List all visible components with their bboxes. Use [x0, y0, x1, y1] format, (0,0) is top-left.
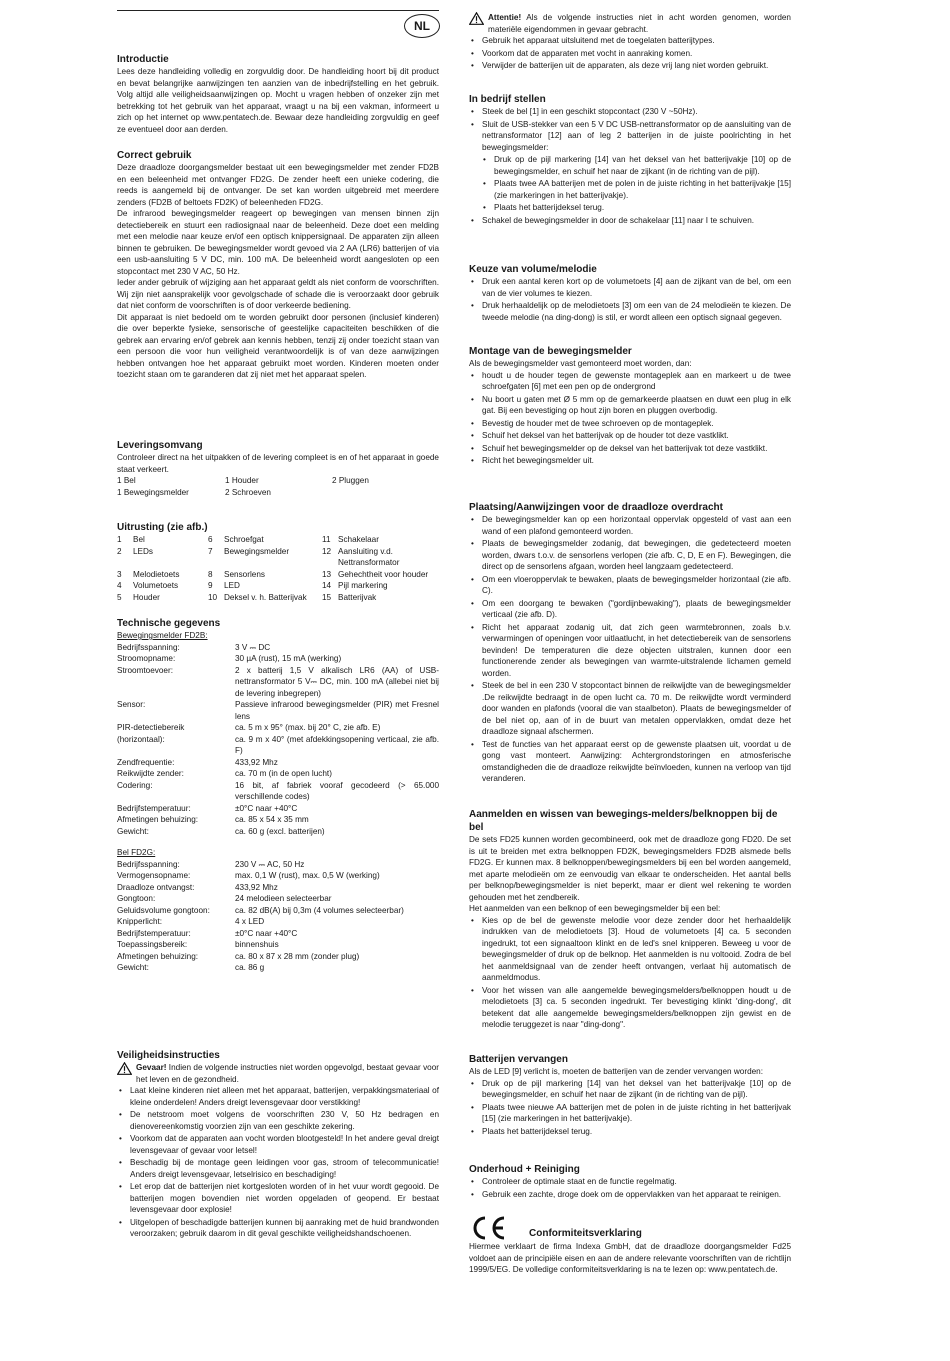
attention-list: [469, 35, 791, 72]
section-introductie: [117, 53, 439, 135]
spec-key: Codering:: [117, 780, 153, 790]
spec-key: Afmetingen behuizing:: [117, 815, 199, 824]
spec-key: Toepassingsbereik:: [117, 940, 188, 949]
spec-key: Afmetingen behuizing:: [117, 951, 199, 961]
section-title: Aanmelden en wissen van bewegings-melders/belknoppen bij de bel: [469, 809, 778, 833]
equipment-label: Schakelaar: [338, 535, 379, 544]
list-item: • Steek de bel in een 230 V stopcontact binnen de reikwijdte van de bewegingsmelder .De reikwijdte bedraagt in de open lucht ca. 70 m. De reikwijdte wordt verminderd door wanden en plafonds (vooral die van staalbeton). Plaats de bewegingsmelder of de bel niet op, aan of in de buurt van metalen oppervlakken, omdat deze het draadloze signaal afschermen.: [469, 680, 791, 738]
danger-warning: [117, 1062, 439, 1085]
paragraph: Als de bewegingsmelder vast gemonteerd moet worden, dan:: [469, 359, 692, 368]
operation-sublist: [469, 154, 791, 214]
paragraph: Lees deze handleiding volledig en zorgvuldig door. De handleiding hoort bij dit product en bevat belangrijke aanwijzingen ten aanzien van de inbedrijfstelling en het gebruik. Volg altijd alle veiligheidsaanwijzingen op. Mocht u vragen hebben of onzeker zijn met betrekking tot het gebruik van het apparaat, vraagt u na bij een vakman, informeert u zich op het internet op www.pentatech.de. Bewaar deze handleiding zorgvuldig en geef ze eventueel door aan derden.: [117, 67, 439, 134]
spec-key: Reikwijdte zender:: [117, 769, 184, 778]
spec-value: ±0°C naar +40°C: [235, 928, 298, 938]
list-item: • Om een vloeroppervlak te bewaken, plaats de bewegingsmelder horizontaal (zie afb. C).: [469, 574, 791, 597]
operation-list-end: [469, 215, 791, 227]
spec-key: Zendfrequentie:: [117, 757, 175, 767]
list-item: • Schuif het deksel van het batterijvak op de houder tot deze vastklikt.: [469, 430, 791, 442]
list-item: • Druk op de pijl markering [14] van het deksel van het batterijvakje [10] op de bewegingsmelder, en schuif het naar de zijkant (in de richting van de pijl).: [469, 154, 791, 177]
delivery-list: [117, 475, 439, 498]
maintenance-list: [469, 1176, 791, 1200]
paragraph: Ieder ander gebruik of wijziging aan het apparaat geldt als niet conform de voorschriften. Wij zijn niet aansprakelijk voor gevolgschade of schade die is veroorzaakt door gebruik dat niet conform de voorschriften is of door verkeerde bediening.: [117, 278, 439, 310]
spec-value: ±0°C naar +40°C: [235, 803, 298, 813]
paragraph: Het aanmelden van een belknop of een bewegingsmelder bij een bel:: [469, 904, 721, 913]
conformity-header: [469, 1215, 791, 1241]
list-item: • Sluit de USB-stekker van een 5 V DC USB-nettransformator op de aansluiting van de nettransformator [12] aan of leg 2 batterijen in de juiste poolrichting in het bewegingsmelder:: [469, 119, 791, 154]
list-item: • Let erop dat de batterijen niet kortgesloten worden of in het vuur wordt gegooid. De batterijen mogen bovendien niet worden opgeladen of geopend. Er bestaat levensgevaar door explosie!: [117, 1181, 439, 1216]
warning-text: Indien de volgende instructies niet worden opgevolgd, bestaat gevaar voor het leven en de gezondheid.: [136, 1063, 439, 1084]
section-attentie: [469, 12, 791, 73]
equipment-label: Bel: [133, 535, 145, 544]
spec-value: 230 V ⎓ AC, 50 Hz: [235, 859, 305, 869]
delivery-item: 2 Schroeven: [225, 487, 271, 497]
register-list: [469, 915, 791, 1031]
subsection-title: Bewegingsmelder FD2B:: [117, 631, 208, 640]
spec-value: ca. 85 x 54 x 35 mm: [235, 815, 309, 824]
section-correct-gebruik: [117, 149, 439, 381]
delivery-item: 1 Houder: [225, 476, 259, 485]
operation-list: [469, 106, 791, 153]
ce-mark-icon: [469, 1215, 509, 1241]
equipment-label: LEDs: [133, 546, 154, 556]
section-in-bedrijf-stellen: [469, 93, 791, 227]
spec-key: Gewicht:: [117, 963, 149, 972]
spec-key: Draadloze ontvangst:: [117, 882, 195, 892]
section-title: Technische gegevens: [117, 618, 221, 629]
spec-value: 4 x LED: [235, 917, 265, 926]
spec-value: 2 x batterij 1,5 V alkalisch LR6 (AA) of USB-nettransformator 5 V⎓ DC, min. 100 mA (allebei niet bij de levering inbegrepen): [235, 665, 439, 698]
spec-value: 16 bit, af fabriek vooraf gecodeerd (> 65.000 verschillende codes): [235, 780, 439, 801]
spec-value: ca. 9 m x 40° (met afdekkingsopening verticaal, zie afb. F): [235, 734, 439, 755]
list-item: • Gebruik een zachte, droge doek om de oppervlakken van het apparaat te reinigen.: [469, 1189, 791, 1201]
spec-value: 24 melodieen selecteerbar: [235, 894, 332, 903]
spec-value: ca. 5 m x 95° (max. bij 20° C, zie afb. E): [235, 723, 381, 732]
spec-key: (horizontaal):: [117, 734, 165, 744]
list-item: • Plaats de bewegingsmelder zodanig, dat bewegingen, die gedetecteerd moeten worden, dwars t.o.v. de sensorlens verlopen (zie afb. C, D, E en F). Bewegingen, die direct op de sensorlens afgaan, worden heel langzaam gedetecteerd.: [469, 538, 791, 573]
list-item: • Controleer de optimale staat en de functie regelmatig.: [469, 1176, 791, 1188]
spec-key: Knipperlicht:: [117, 917, 163, 926]
list-item: • Laat kleine kinderen niet alleen met het apparaat, batterijen, verpakkingsmateriaal of kleine onderdelen! Anders dreigt levensgevaar door verstikking!: [117, 1085, 439, 1108]
list-item: • Druk op de pijl markering [14] van het deksel van het batterijvakje [10] op de bewegingsmelder, en schuif het naar de zijkant (in de richting van de pijl).: [469, 1078, 791, 1101]
spec-table-fd2g: [117, 859, 439, 974]
equipment-label: Schroefgat: [224, 535, 264, 544]
warning-triangle-icon: [469, 12, 484, 25]
section-plaatsing: [469, 501, 791, 786]
list-item: • Voorkom dat de apparaten aan vocht worden blootgesteld! In het andere geval dreigt levensgevaar of gevaar voor letsel!: [117, 1133, 439, 1156]
delivery-item: 1 Bewegingsmelder: [117, 487, 189, 497]
list-item: • Plaats twee AA batterijen met de polen in de juiste richting in het batterijvakje [15] (zie markeringen in het batterijvakje).: [469, 178, 791, 201]
list-item: • Steek de bel [1] in een geschikt stopcontact (230 V ~50Hz).: [469, 106, 791, 118]
list-item: • Druk een aantal keren kort op de volumetoets [4] aan de zijkant van de bel, om een van de vier volumes te kiezen.: [469, 276, 791, 299]
section-title: Plaatsing/Aanwijzingen voor de draadloze overdracht: [469, 502, 723, 513]
list-item: • Verwijder de batterijen uit de apparaten, als deze vrij lang niet worden gebruikt.: [469, 60, 791, 72]
paragraph: Deze draadloze doorgangsmelder bestaat uit een bewegingsmelder met zender FD2B en een beleenheid met ontvanger FD2G. De zender heeft een unieke codering, die reeds is aangemeld bij de ontvanger. De set kan worden uitgebreid met meerdere zenders (FD2B of beltoets FD2K) of beleenheden FD2G.: [117, 163, 439, 207]
spec-key: PIR-detectiebereik: [117, 723, 185, 732]
section-technische-gegevens: [117, 617, 439, 974]
safety-list: [117, 1085, 439, 1240]
attention-warning: [469, 12, 791, 35]
equipment-label: Aansluiting v.d. Nettransformator: [338, 546, 400, 567]
section-aanmelden: [469, 808, 791, 1032]
list-item: • Richt het bewegingsmelder uit.: [469, 455, 791, 467]
spec-value: ca. 70 m (in de open lucht): [235, 769, 332, 778]
equipment-label: Gehechtheit voor houder: [338, 569, 429, 579]
paragraph: Als de LED [9] verlicht is, moeten de batterijen van de zender vervangen worden:: [469, 1067, 764, 1076]
spec-value: max. 0,1 W (rust), max. 0,5 W (werking): [235, 871, 380, 880]
list-item: • De bewegingsmelder kan op een horizontaal oppervlak opgesteld of vast aan een wand of een plafond gemonteerd worden.: [469, 514, 791, 537]
spec-key: Geluidsvolume gongtoon:: [117, 905, 210, 915]
equipment-label: Houder: [133, 592, 160, 602]
list-item: • Schakel de bewegingsmelder in door de schakelaar [11] naar I te schuiven.: [469, 215, 791, 227]
section-volume-melodie: [469, 263, 791, 324]
equipment-number: 11: [322, 535, 331, 544]
paragraph: Controleer direct na het uitpakken of de levering compleet is en of het apparaat in goede staat verkeert.: [117, 453, 439, 474]
section-title: Keuze van volume/melodie: [469, 264, 597, 275]
top-rule: [117, 10, 439, 11]
equipment-number: 9: [208, 581, 213, 590]
list-item: • Schuif het bewegingsmelder op de deksel van het batterijvak tot deze vastklikt.: [469, 443, 791, 455]
section-title: Uitrusting (zie afb.): [117, 522, 208, 533]
section-title: Leveringsomvang: [117, 440, 203, 451]
list-item: • Gebruik het apparaat uitsluitend met de toegelaten batterijtypes.: [469, 35, 791, 47]
spec-value: 3 V ⎓ DC: [235, 642, 271, 652]
warning-triangle-icon: [117, 1062, 132, 1075]
equipment-number: 7: [208, 546, 213, 556]
equipment-number: 8: [208, 569, 213, 579]
equipment-label: Bewegingsmelder: [224, 546, 290, 556]
spec-value: ca. 80 x 87 x 28 mm (zonder plug): [235, 951, 360, 961]
list-item: • Plaats het batterijdeksel terug.: [469, 1126, 791, 1138]
section-onderhoud: [469, 1163, 791, 1201]
equipment-label: Pijl markering: [338, 581, 388, 590]
section-title: Montage van de bewegingsmelder: [469, 346, 632, 357]
equipment-number: 4: [117, 581, 122, 590]
list-item: • Richt het apparaat zodanig uit, dat zich geen warmtebronnen, zoals b.v. verwarmingen of openingen voor uitlaatlucht, in het detectiebereik van de sensorlens bevinden! De temperaturen die deze objecten uitstralen, kunnen door een functionerende zender als bewegingen van warmte-uitstralende lichamen gemeld worden.: [469, 622, 791, 680]
equipment-number: 6: [208, 535, 213, 544]
spec-key: Bedrijfstemperatuur:: [117, 928, 191, 938]
equipment-number: 2: [117, 546, 122, 556]
subsection-title: Bel FD2G:: [117, 848, 156, 857]
equipment-label: Batterijvak: [338, 592, 377, 602]
section-title: Correct gebruik: [117, 150, 192, 161]
spec-key: Bedrijfstemperatuur:: [117, 803, 191, 813]
section-title: Batterijen vervangen: [469, 1054, 568, 1065]
spec-value: 433,92 Mhz: [235, 757, 278, 767]
equipment-number: 3: [117, 569, 122, 579]
list-item: • Bevestig de houder met de twee schroeven op de montageplek.: [469, 418, 791, 430]
list-item: • Beschadig bij de montage geen leidingen voor gas, stroom of telecommunicatie! Anders dreigt levensgevaar, letselrisico en beschadiging!: [117, 1157, 439, 1180]
spec-value: 433,92 Mhz: [235, 882, 278, 892]
spec-value: ca. 60 g (excl. batterijen): [235, 826, 325, 836]
paragraph: Hiermee verklaart de firma Indexa GmbH, dat de draadloze doorgangsmelder Fd25 voldoet aan de principiële eisen en aan de andere relevante voorschriften van de richtlijn 1999/5/EG. De volledige conformiteitsverklaring is na te lezen op: www.pentatech.de.: [469, 1242, 791, 1274]
section-batterijen: [469, 1053, 791, 1138]
delivery-item: 1 Bel: [117, 476, 136, 485]
spec-key: Sensor:: [117, 700, 146, 709]
spec-table-fd2b: [117, 642, 439, 838]
language-badge: NL: [404, 14, 440, 38]
list-item: • Plaats het batterijdeksel terug.: [469, 202, 791, 214]
list-item: • Kies op de bel de gewenste melodie voor deze zender door het herhaaldelijk indrukken van de melodietoets [3]. Houd de volumetoets [4] ca. 5 seconden ingedrukt, tot een signaaltoon klinkt en de led's snel knipperen. Beweeg u voor de bewegingsmelder of druk op de belknop. Het aanmelden is nu voltooid. Zodra de bel het aanmeldsignaal van de zender heeft ontvangen, verlaat hij automatisch de aanmeldmodus.: [469, 915, 791, 984]
spec-value: binnenshuis: [235, 940, 279, 949]
delivery-item: 2 Pluggen: [332, 476, 369, 485]
section-leveringsomvang: [117, 439, 439, 498]
warning-label: Gevaar!: [136, 1063, 167, 1072]
mount-list: [469, 370, 791, 467]
list-item: • Om een doorgang te bewaken ("gordijnbewaking"), plaats de bewegingsmelder verticaal (zie afb. D).: [469, 598, 791, 621]
battery-list: [469, 1078, 791, 1138]
spec-value: 30 µA (rust), 15 mA (werking): [235, 654, 342, 663]
list-item: • Nu boort u gaten met Ø 5 mm op de gemarkeerde plaatsen en duwt een plug in elk gat. Bij een bevestiging op hout zijn boren en pluggen overbodig.: [469, 394, 791, 417]
paragraph: Dit apparaat is niet bedoeld om te worden gebruikt door personen (inclusief kinderen) die over beperkte fysieke, sensorische of geestelijke capaciteiten beschikken of die gebrek aan ervaring en/of gebrek aan kennis hebben, tenzij zij onder toezicht staan van een persoon die voor hun veiligheid verantwoordelijk is of van deze aanwijzingen hebben ontvangen hoe het apparaat gebruikt moet worden. Kinderen moeten onder toezicht staan om te garanderen dat zij niet met het apparaat spelen.: [117, 312, 439, 379]
spec-key: Vermogensopname:: [117, 871, 191, 880]
spec-key: Stroomtoevoer:: [117, 665, 173, 675]
spec-value: ca. 86 g: [235, 963, 265, 972]
equipment-number: 1: [117, 535, 122, 544]
spec-key: Bedrijfsspanning:: [117, 642, 180, 652]
list-item: • Voor het wissen van alle aangemelde bewegingsmelders/belknoppen houdt u de melodietoets [3] ca. 5 seconden ingedrukt. Ter bevestiging klinkt 'ding-dong', dit betekent dat alle aangemelde bewegingsmelders/belknoppen zijn gewist en de melodie teruggezet is naar "ding-dong".: [469, 985, 791, 1031]
list-item: • Plaats twee nieuwe AA batterijen met de polen in de juiste richting in het batterijvak [15] (zie markeringen in het batterijvakje).: [469, 1102, 791, 1125]
spec-key: Gewicht:: [117, 826, 149, 836]
list-item: • Uitgelopen of beschadigde batterijen kunnen bij aanraking met de huid brandwonden veroorzaken; gebruik daarom in dit geval geschikte veiligheidshandschoenen.: [117, 1217, 439, 1240]
section-title: Veiligheidsinstructies: [117, 1050, 220, 1061]
list-item: • Druk herhaaldelijk op de melodietoets [3] om een van de 24 melodieën te kiezen. De tweede melodie (na ding-dong) is stil, er wordt alleen een optisch signaal gegeven.: [469, 300, 791, 323]
list-item: • De netstroom moet volgens de voorschriften 230 V, 50 Hz bedragen en dienovereenkomstig voorzien zijn van een geschikte zekering.: [117, 1109, 439, 1132]
equipment-number: 12: [322, 546, 332, 556]
warning-label: Attentie!: [488, 13, 522, 22]
equipment-number: 13: [322, 569, 332, 579]
spec-value: Passieve infrarood bewegingsmelder (PIR) met Fresnel lens: [235, 700, 439, 721]
equipment-number: 10: [208, 592, 218, 602]
spec-key: Bedrijfsspanning:: [117, 859, 180, 869]
equipment-label: Melodietoets: [133, 569, 180, 579]
equipment-number: 14: [322, 581, 332, 590]
warning-text: Als de volgende instructies niet in acht worden genomen, worden materiële eigendommen in gevaar gebracht.: [488, 13, 791, 34]
equipment-label: Deksel v. h. Batterijvak: [224, 592, 307, 602]
delivery-item: [332, 487, 439, 499]
section-conformiteit: [469, 1215, 791, 1276]
equipment-table: [117, 534, 439, 603]
spec-key: Gongtoon:: [117, 894, 156, 903]
list-item: • houdt u de houder tegen de gewenste montageplek aan en markeert u de twee schroefgaten [6] met een pen op de ondergrond: [469, 370, 791, 393]
volume-list: [469, 276, 791, 323]
section-title: Conformiteitsverklaring: [529, 1228, 642, 1239]
placement-list: [469, 514, 791, 785]
section-veiligheidsinstructies: [117, 1049, 439, 1241]
equipment-label: Sensorlens: [224, 569, 265, 579]
spec-value: ca. 82 dB(A) bij 0,3m (4 volumes selecteerbar): [235, 905, 404, 915]
list-item: • Voorkom dat de apparaten met vocht in aanraking komen.: [469, 48, 791, 60]
paragraph: De sets FD25 kunnen worden gecombineerd, ook met de draadloze gong FD20. De set is uit te breiden met extra belknoppen FD2K, bewegingsmelders FD2B alsmede bells FD2G. Er kunnen max. 8 belknoppen/bewegingsmelders bij een bel worden aangemeld, met aparte melodieën om ze eenvoudig van elkaar te onderscheiden. Het aantal bells per belknop/bewegingsmelder is niet beperkt, maar er dient wel rekening te worden gehouden met het zendbereik.: [469, 835, 791, 902]
section-title: Onderhoud + Reiniging: [469, 1164, 580, 1175]
section-montage: [469, 345, 791, 468]
list-item: • Test de functies van het apparaat eerst op de gewenste plaatsen uit, voordat u de gong vast monteert. Aanwijzing: Achtergrondstoringen en atmosferische omstandigheden die de draadloze reikwijdte beïnvloeden, kunnen na verloop van tijd veranderen.: [469, 739, 791, 785]
equipment-number: 15: [322, 592, 332, 602]
equipment-number: 5: [117, 592, 122, 602]
paragraph: De infrarood bewegingsmelder reageert op bewegingen van mensen binnen zijn detectiebereik en stuurt een radiosignaal naar de beleenheid. Deze doet een melding met een melodie naar keuze en/of een optisch knippersignaal. De apparaten zijn alleen binnen te gebruiken. De bewegingsmelder wordt gevoed via 2 AA (LR6) batterijen of via een usb-aansluiting 5 V DC, min. 100 mA. De beleenheid wordt aangesloten op een stopcontact met 230 V AC, 50 Hz.: [117, 209, 439, 276]
spec-key: Stroomopname:: [117, 654, 176, 663]
equipment-label: Volumetoets: [133, 581, 179, 590]
section-title: In bedrijf stellen: [469, 94, 546, 105]
section-title: Introductie: [117, 54, 169, 65]
section-uitrusting: [117, 521, 439, 603]
equipment-label: LED: [224, 581, 240, 590]
